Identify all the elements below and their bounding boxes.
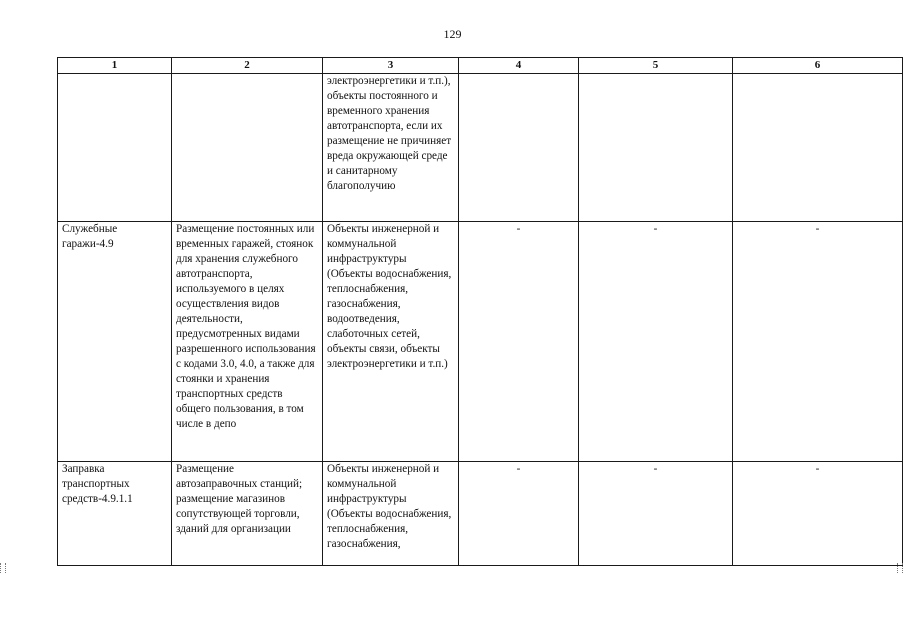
cell-col-4 [459,74,579,222]
table-row [58,222,903,462]
header-row [58,58,903,74]
cell-col-5 [579,74,733,222]
table-row [58,462,903,566]
scan-edge-mark-left [0,563,6,573]
cell-col-4: - [459,462,579,566]
cell-col-6: - [733,462,903,566]
cell-col-6: - [733,222,903,462]
cell-auxiliary-uses: электроэнергетики и т.п.), объекты постоянного и временного хранения автотранспорта, если их размещение не причиняет вреда окружающей среде и санитарному благополучию [323,74,459,222]
scan-edge-mark-right [897,563,903,573]
cell-col-6 [733,74,903,222]
cell-col-4: - [459,222,579,462]
cell-use-description: Размещение автозаправочных станций; размещение магазинов сопутствующей торговли, зданий для организации [172,462,323,566]
cell-auxiliary-uses: Объекты инженерной и коммунальной инфраструктуры (Объекты водоснабжения, теплоснабжения, газоснабжения, [323,462,459,566]
cell-use-name: Служебные гаражи-4.9 [58,222,172,462]
cell-col-5: - [579,462,733,566]
column-header-2: 2 [172,58,323,74]
land-use-table [57,57,903,566]
cell-use-description [172,74,323,222]
column-header-6: 6 [733,58,903,74]
table-row [58,74,903,222]
column-header-1: 1 [58,58,172,74]
column-header-5: 5 [579,58,733,74]
cell-col-5: - [579,222,733,462]
column-header-4: 4 [459,58,579,74]
page-number: 129 [443,27,462,41]
cell-use-name: Заправка транспортных средств-4.9.1.1 [58,462,172,566]
cell-auxiliary-uses: Объекты инженерной и коммунальной инфраструктуры (Объекты водоснабжения, теплоснабжения, газоснабжения, водоотведения, слаботочных сетей, объекты связи, объекты электроэнергетики и т.п.) [323,222,459,462]
column-header-3: 3 [323,58,459,74]
cell-use-description: Размещение постоянных или временных гаражей, стоянок для хранения служебного автотранспорта, используемого в целях осуществления видов деятельности, предусмотренных видами разрешенного использования с кодами 3.0, 4.0, а также для стоянки и хранения транспортных средств общего пользования, в том числе в депо [172,222,323,462]
cell-use-name [58,74,172,222]
